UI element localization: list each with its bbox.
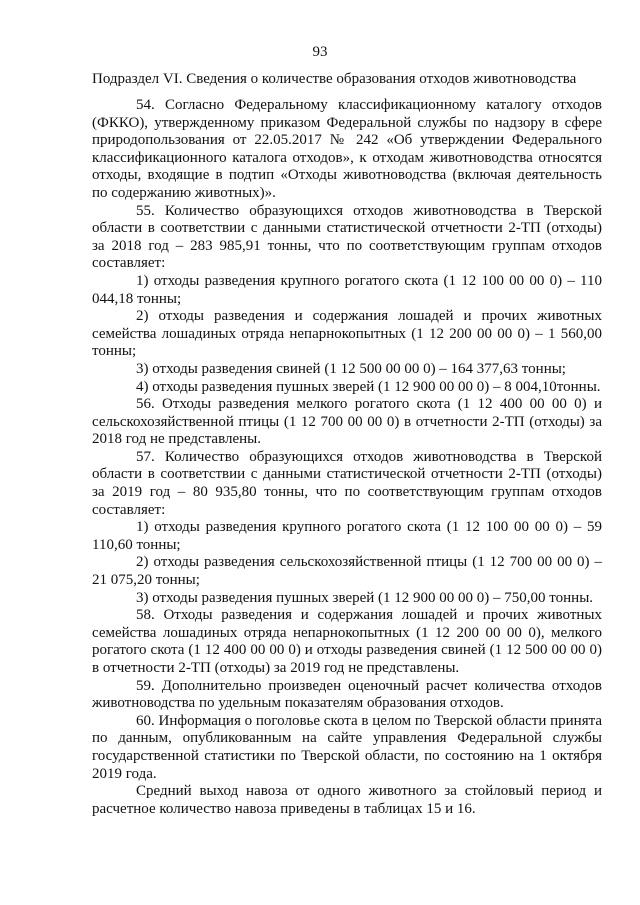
list-item: 1) отходы разведения крупного рогатого скота (1 12 100 00 00 0) – 59 110,60 тонны;	[92, 519, 602, 553]
list-item: 4) отходы разведения пушных зверей (1 12 900 00 00 0) – 8 004,10тонны.	[136, 378, 601, 395]
paragraph-57: 57. Количество образующихся отходов животноводства в Тверской области в соответствии с данными статистической отчетности 2-ТП (отходы) за 2019 год – 80 935,80 тонны, что по соответствующим группам отходов составляет:	[92, 448, 602, 518]
list-item: 1) отходы разведения крупного рогатого скота (1 12 100 00 00 0) – 110 044,18 тонны;	[92, 272, 602, 307]
paragraph-54: 54. Согласно Федеральному классификационному каталогу отходов (ФККО), утвержденному приказом Федеральной службы по надзору в сфере природопользования от 22.05.2017 № 242 «Об утверждении Федерального классификационного каталога отходов», к отходам животноводства относятся отходы, входящие в подтип «Отходы животноводства (включая деятельность по содержанию животных)».	[92, 97, 602, 201]
paragraph-59: 59. Дополнительно произведен оценочный расчет количества отходов животноводства по удельным показателям образования отходов.	[92, 677, 602, 712]
list-item: 3) отходы разведения свиней (1 12 500 00 00 0) – 164 377,63 тонны;	[136, 360, 566, 377]
page-number: 93	[312, 44, 328, 60]
closing-paragraph: Средний выход навоза от одного животного за стойловый период и расчетное количество навоза приведены в таблицах 15 и 16.	[92, 783, 602, 817]
list-item: 2) отходы разведения и содержания лошадей и прочих животных семейства лошадиных отряда непарнокопытных (1 12 200 00 00 0) – 1 560,00 тонны;	[92, 308, 602, 360]
paragraph-58: 58. Отходы разведения и содержания лошадей и прочих животных семейства лошадиных отряда непарнокопытных (1 12 200 00 00 0), мелкого рогатого скота (1 12 400 00 00 0) и отходы разведения свиней (1 12 500 00 00 0) в отчетности 2-ТП (отходы) за 2019 год не представлены.	[92, 607, 602, 676]
section-heading: Подраздел VI. Сведения о количестве образования отходов животноводства	[92, 71, 577, 87]
paragraph-56: 56. Отходы разведения мелкого рогатого скота (1 12 400 00 00 0) и сельскохозяйственной птицы (1 12 700 00 00 0) в отчетности 2-ТП (отходы) за 2018 год не представлены.	[92, 396, 602, 448]
paragraph-60: 60. Информация о поголовье скота в целом по Тверской области принята по данным, опубликованным на сайте управления Федеральной службы государственной статистики по Тверской области, по состоянию на 1 октября 2019 года.	[92, 712, 602, 782]
body-text	[92, 97, 602, 818]
list-item: 2) отходы разведения сельскохозяйственной птицы (1 12 700 00 00 0) – 21 075,20 тонны;	[92, 554, 602, 589]
paragraph-55: 55. Количество образующихся отходов животноводства в Тверской области в соответствии с данными статистической отчетности 2-ТП (отходы) за 2018 год – 283 985,91 тонны, что по соответствующим группам отходов составляет:	[92, 202, 602, 272]
list-item: 3) отходы разведения пушных зверей (1 12 900 00 00 0) – 750,00 тонны.	[136, 589, 594, 606]
